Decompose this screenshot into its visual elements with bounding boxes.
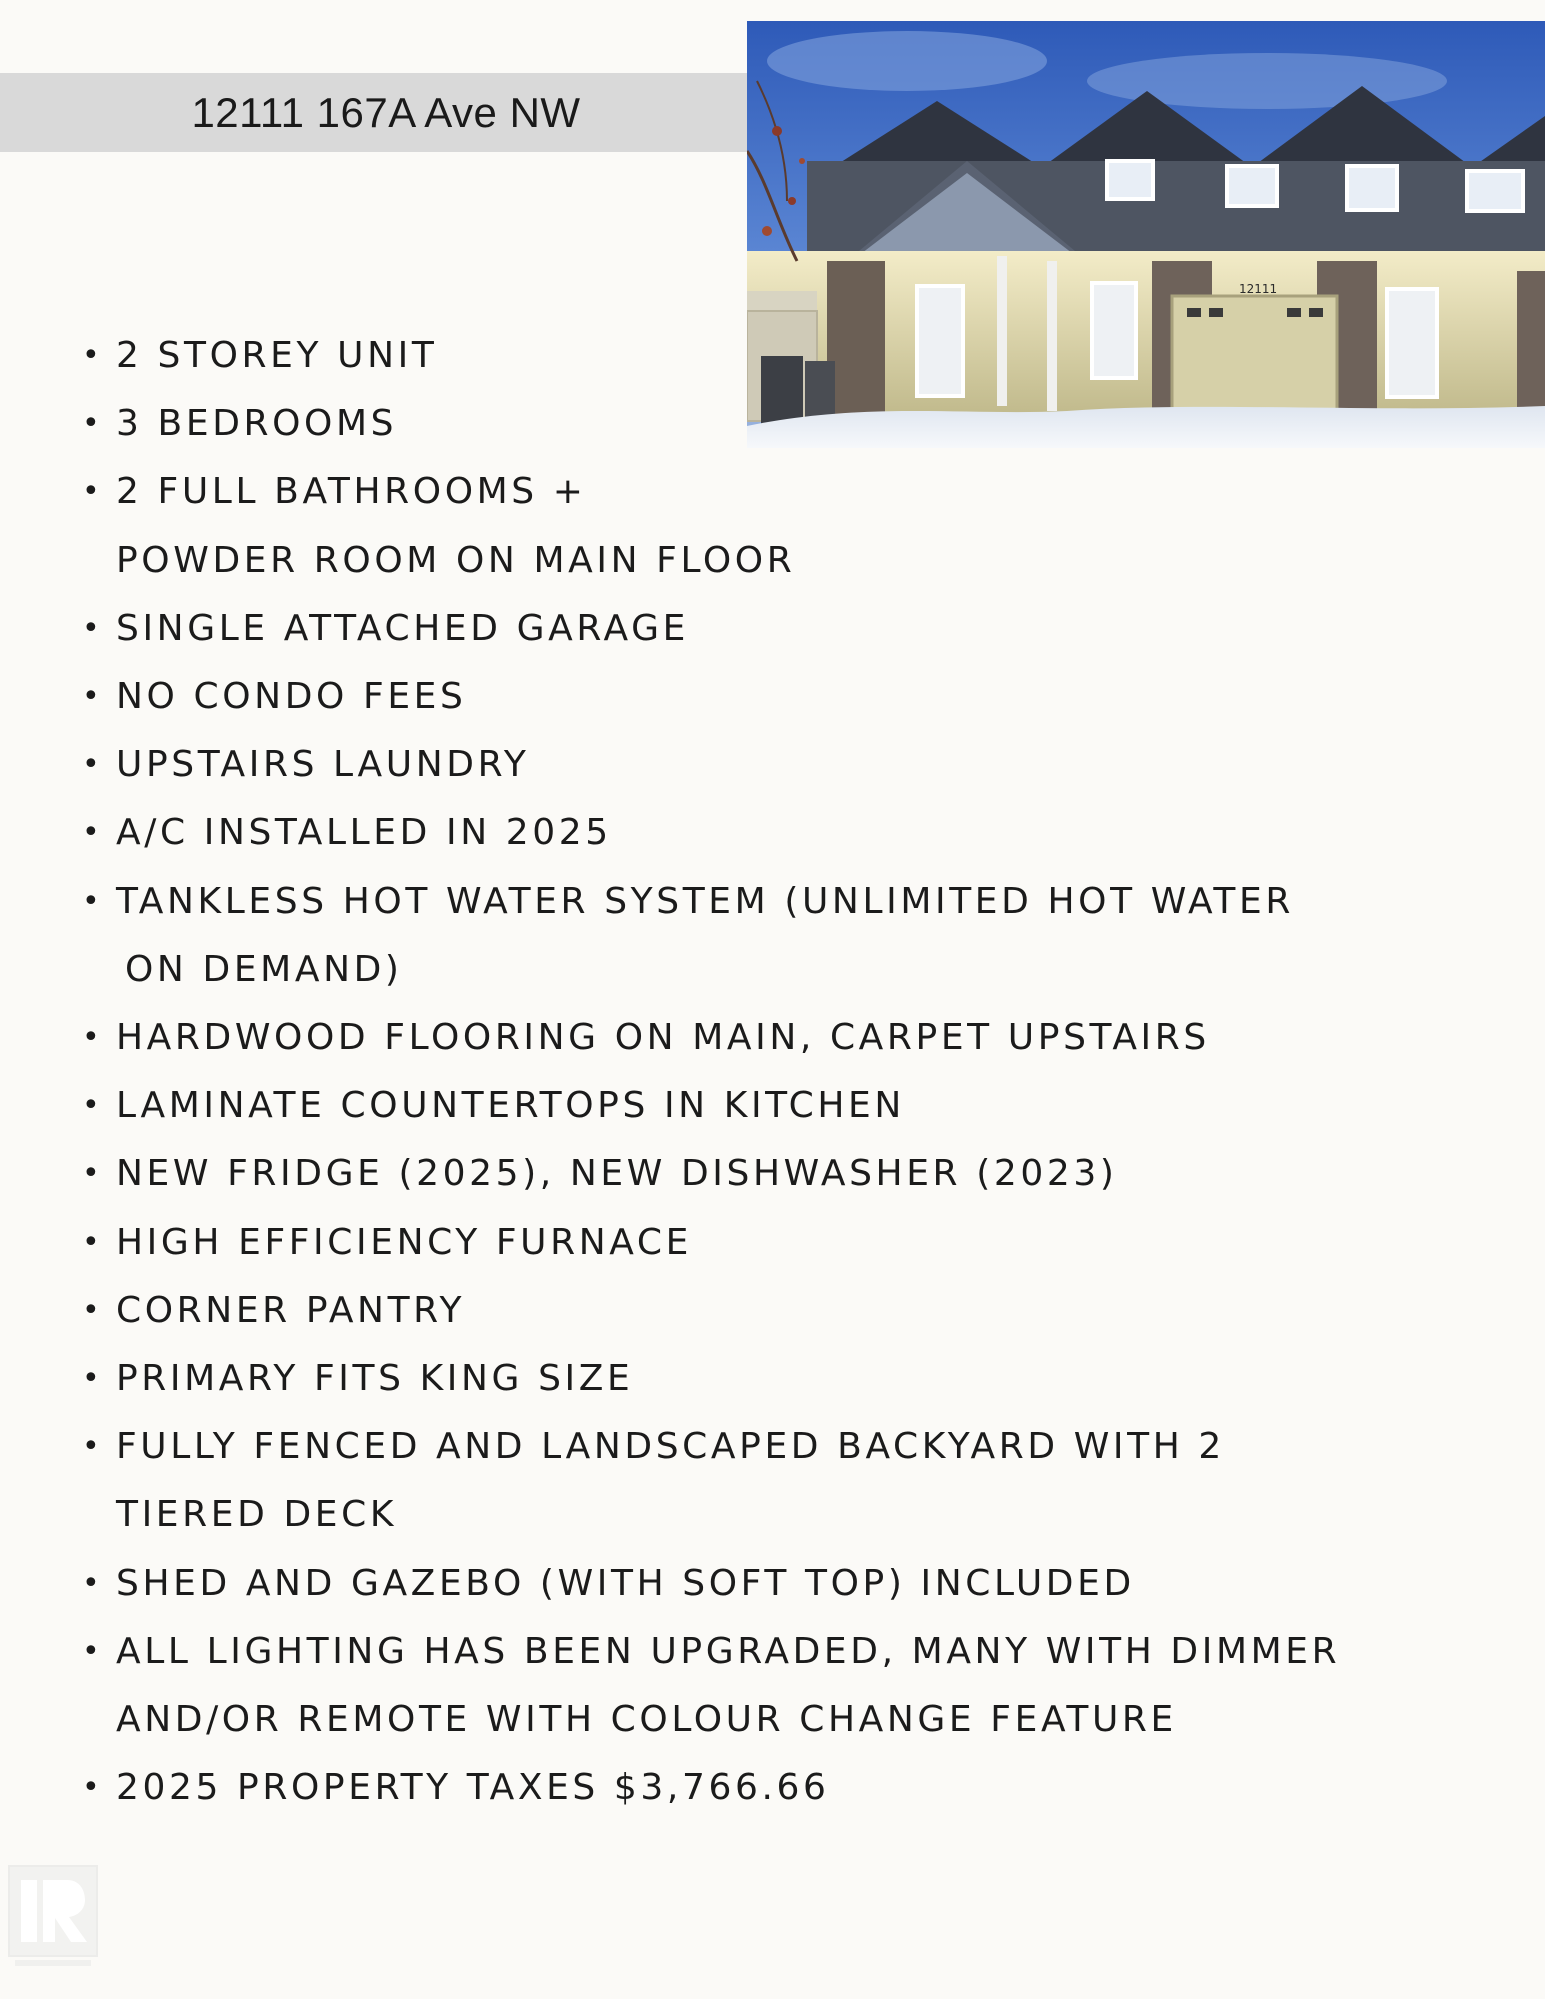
bullet-icon: •: [82, 1429, 100, 1465]
feature-text: 3 BEDROOMS: [116, 403, 398, 445]
list-item: [82, 1277, 1456, 1345]
bullet-icon: •: [82, 610, 100, 646]
list-item: [82, 1550, 1456, 1618]
bullet-icon: •: [82, 1361, 100, 1397]
list-item: [82, 458, 1456, 594]
feature-text: HIGH EFFICIENCY FURNACE: [116, 1221, 692, 1263]
bullet-icon: •: [82, 1292, 100, 1328]
feature-text: NO CONDO FEES: [116, 676, 467, 718]
feature-list: [82, 322, 1456, 1822]
list-item: [82, 1209, 1456, 1277]
list-item: [82, 1618, 1456, 1754]
bullet-icon: •: [82, 679, 100, 715]
feature-text-continued: AND/OR REMOTE WITH COLOUR CHANGE FEATURE: [116, 1699, 1177, 1741]
feature-text: SINGLE ATTACHED GARAGE: [116, 607, 689, 649]
bullet-icon: •: [82, 883, 100, 919]
list-item: [82, 1072, 1456, 1140]
bullet-icon: •: [82, 815, 100, 851]
list-item: [82, 1140, 1456, 1208]
bullet-icon: •: [82, 1770, 100, 1806]
feature-text: HARDWOOD FLOORING ON MAIN, CARPET UPSTAIRS: [116, 1017, 1210, 1059]
feature-text-continued: ON DEMAND): [125, 948, 403, 990]
bullet-icon: •: [82, 1633, 100, 1669]
list-item: [82, 1754, 1456, 1822]
feature-text: LAMINATE COUNTERTOPS IN KITCHEN: [116, 1085, 905, 1127]
feature-text: UPSTAIRS LAUNDRY: [116, 744, 530, 786]
bullet-icon: •: [82, 747, 100, 783]
bullet-icon: •: [82, 338, 100, 373]
list-item: [82, 799, 1456, 867]
feature-text: FULLY FENCED AND LANDSCAPED BACKYARD WITH 2: [116, 1426, 1225, 1468]
list-item: [82, 663, 1456, 731]
feature-text: NEW FRIDGE (2025), NEW DISHWASHER (2023): [116, 1153, 1118, 1195]
list-item: [82, 390, 1456, 458]
list-item: [82, 1413, 1456, 1549]
feature-text: ALL LIGHTING HAS BEEN UPGRADED, MANY WITH DIMMER: [116, 1630, 1341, 1672]
feature-text-continued: POWDER ROOM ON MAIN FLOOR: [116, 539, 796, 581]
feature-text: SHED AND GAZEBO (WITH SOFT TOP) INCLUDED: [116, 1562, 1135, 1604]
list-item: [82, 1004, 1456, 1072]
bullet-icon: •: [82, 1020, 100, 1056]
list-item: [82, 595, 1456, 663]
bullet-icon: •: [82, 1156, 100, 1192]
house-number-plate: 12111: [1239, 282, 1278, 296]
list-item: [82, 1345, 1456, 1413]
feature-text: PRIMARY FITS KING SIZE: [116, 1358, 634, 1400]
bullet-icon: •: [82, 406, 100, 442]
property-address: 12111 167A Ave NW: [191, 89, 581, 136]
bullet-icon: •: [82, 1088, 100, 1124]
list-item: [82, 731, 1456, 799]
address-banner: [0, 73, 772, 152]
feature-text: 2 FULL BATHROOMS +: [116, 471, 587, 513]
feature-text: 2 STOREY UNIT: [116, 335, 438, 376]
feature-text: A/C INSTALLED IN 2025: [116, 812, 612, 854]
list-item: [82, 868, 1456, 1004]
feature-text: 2025 PROPERTY TAXES $3,766.66: [116, 1767, 830, 1809]
feature-text: TANKLESS HOT WATER SYSTEM (UNLIMITED HOT WATER: [116, 880, 1294, 922]
list-item: [82, 322, 1456, 390]
feature-text-continued: TIERED DECK: [116, 1494, 398, 1536]
bullet-icon: •: [82, 474, 100, 510]
feature-text: CORNER PANTRY: [116, 1289, 466, 1331]
bullet-icon: •: [82, 1565, 100, 1601]
realtor-logo-icon: [5, 1862, 101, 1972]
bullet-icon: •: [82, 1224, 100, 1260]
